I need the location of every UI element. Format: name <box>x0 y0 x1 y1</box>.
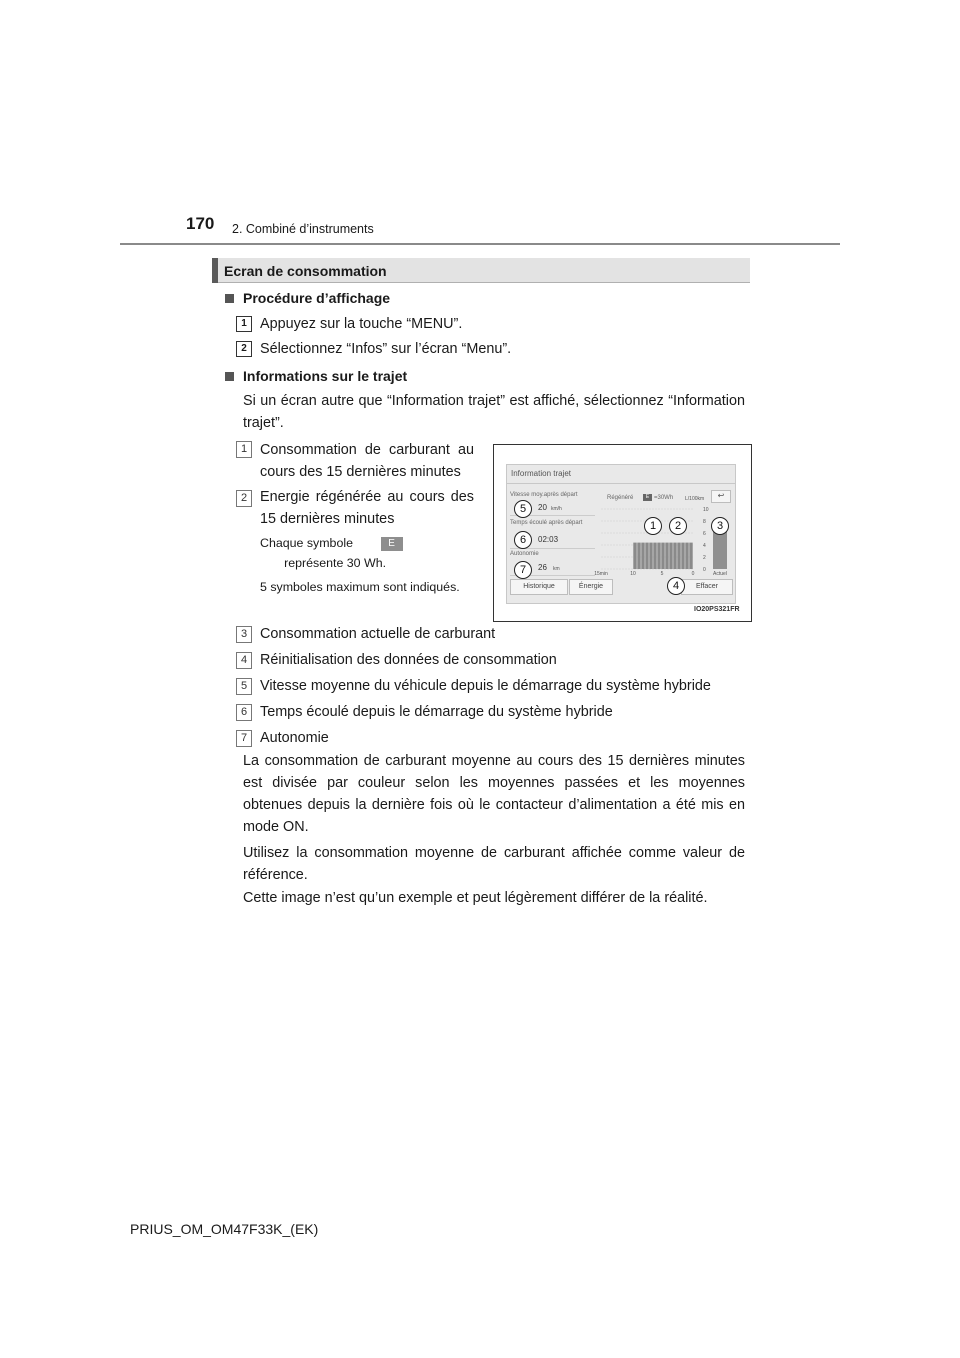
item-number-box: 7 <box>236 730 252 747</box>
range-label: Autonomie <box>510 551 539 557</box>
paragraph-average: La consommation de carburant moyenne au cours des 15 dernières minutes est divisée par couleur selon les moyennes passées et les moyennes obtenues depuis la dernière fois où le contacteur d’alimentation a été mis en mode ON. <box>243 753 745 835</box>
item-text: Energie régénérée au cours des 15 dernières minutes <box>260 489 474 527</box>
callout-marker: 7 <box>514 561 532 579</box>
header-rule <box>120 243 840 245</box>
x-tick-label: 5 <box>660 571 664 577</box>
item-number-box: 2 <box>236 490 252 507</box>
item-text: Consommation actuelle de carburant <box>260 626 496 642</box>
time-value: 02:03 <box>538 535 559 544</box>
chart-bar <box>637 543 640 569</box>
item-number-box: 3 <box>236 626 252 643</box>
screen-title: Information trajet <box>511 469 572 478</box>
symbol-note <box>260 533 474 573</box>
callout-marker: 4 <box>667 577 685 595</box>
step-text: Appuyez sur la touche “MENU”. <box>260 316 463 332</box>
callout-marker: 5 <box>514 500 532 518</box>
y-tick-label: 6 <box>703 531 706 537</box>
item-number-box: 1 <box>236 441 252 458</box>
chart-bar <box>673 543 676 569</box>
bullet-square-icon <box>225 372 234 381</box>
clear-button[interactable]: Effacer <box>681 579 733 595</box>
step-number-box: 1 <box>236 316 252 332</box>
trip-intro: Si un écran autre que “Information trajet” est affiché, sélectionnez “Information trajet”. <box>243 393 745 431</box>
chart-bar <box>669 543 672 569</box>
symbol-note-pre: Chaque symbole <box>260 536 353 550</box>
trip-heading: Informations sur le trajet <box>243 368 408 384</box>
speed-unit: km/h <box>551 506 562 512</box>
y-tick-label: 10 <box>703 507 709 513</box>
item-text: Autonomie <box>260 730 329 746</box>
callout-marker: 6 <box>514 531 532 549</box>
time-label: Temps écoulé après départ <box>510 520 583 526</box>
chart-bar <box>645 543 648 569</box>
procedure-heading: Procédure d’affichage <box>243 290 391 306</box>
chart-bar <box>677 543 680 569</box>
regen-symbol-icon: E <box>643 494 652 501</box>
item-number-box: 4 <box>236 652 252 669</box>
trip-info-screen <box>506 464 736 604</box>
current-consumption-bar <box>713 531 727 569</box>
chart-bar <box>653 543 656 569</box>
bullet-square-icon <box>225 294 234 303</box>
figure-code: IO20PS321FR <box>694 606 740 613</box>
chart-bar <box>661 543 664 569</box>
chart-bar <box>681 543 684 569</box>
regen-label: Régénéré <box>607 495 634 501</box>
energy-button[interactable]: Énergie <box>569 579 613 595</box>
chart-bar <box>685 543 688 569</box>
x-tick-label: 10 <box>630 571 636 577</box>
chart-bar <box>689 543 692 569</box>
energy-symbol-icon: E <box>381 537 403 551</box>
chart-bar <box>649 543 652 569</box>
paragraph-example: Cette image n’est qu’un exemple et peut légèrement différer de la réalité. <box>243 890 708 906</box>
y-tick-label: 4 <box>703 543 706 549</box>
chart-bar <box>665 543 668 569</box>
document-code: PRIUS_OM_OM47F33K_(EK) <box>130 1221 319 1237</box>
range-value: 26 <box>538 563 547 572</box>
step-text: Sélectionnez “Infos” sur l’écran “Menu”. <box>260 341 512 357</box>
section-title: Ecran de consommation <box>224 263 387 279</box>
page-number: 170 <box>186 214 215 233</box>
y-tick-label: 0 <box>703 567 706 573</box>
history-button[interactable]: Historique <box>510 579 568 595</box>
item-number-box: 6 <box>236 704 252 721</box>
current-label: Actuel <box>713 571 727 577</box>
symbol-max-note: 5 symboles maximum sont indiqués. <box>260 580 460 594</box>
speed-label: Vitesse moy.après départ <box>510 492 578 498</box>
chart-bar <box>633 543 636 569</box>
speed-value: 20 <box>538 503 547 512</box>
regen-value: =30Wh <box>654 495 674 501</box>
chapter-title: 2. Combiné d’instruments <box>232 222 374 236</box>
y-tick-label: 8 <box>703 519 706 525</box>
fuel-unit: L/100km <box>685 496 705 502</box>
callout-marker: 1 <box>644 517 662 535</box>
step-number-box: 2 <box>236 341 252 357</box>
item-text: Réinitialisation des données de consommation <box>260 652 557 668</box>
symbol-note-post: représente 30 Wh. <box>284 556 387 570</box>
chart-bar <box>657 543 660 569</box>
x-tick-label: 0 <box>691 571 695 577</box>
item-text: Consommation de carburant au cours des 15 dernières minutes <box>260 442 474 480</box>
callout-marker: 2 <box>669 517 687 535</box>
y-tick-label: 2 <box>703 555 706 561</box>
item-number-box: 5 <box>236 678 252 695</box>
item-text: Temps écoulé depuis le démarrage du système hybride <box>260 704 613 720</box>
range-unit: km <box>553 566 560 572</box>
callout-marker: 3 <box>711 517 729 535</box>
chart-bar <box>641 543 644 569</box>
item-text: Vitesse moyenne du véhicule depuis le démarrage du système hybride <box>260 678 711 694</box>
x-tick-label: 15min <box>594 571 608 577</box>
section-bar-accent <box>212 258 218 283</box>
back-button[interactable]: ↩ <box>711 490 731 503</box>
paragraph-reference: Utilisez la consommation moyenne de carburant affichée comme valeur de référence. <box>243 845 745 883</box>
